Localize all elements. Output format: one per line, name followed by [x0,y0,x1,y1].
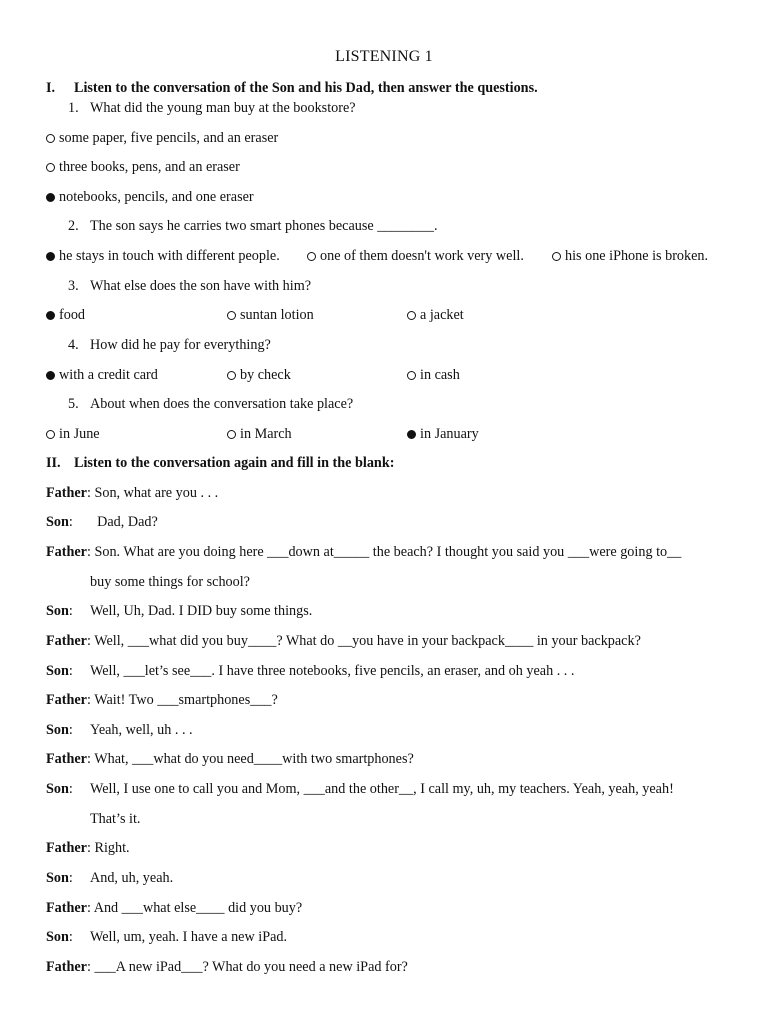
q4-option-2[interactable]: by check [227,366,291,384]
q4-option-3[interactable]: in cash [407,366,460,384]
question-2: 2. The son says he carries two smart phones because ________. [68,218,438,234]
q2-option-2-radio-icon[interactable] [307,252,316,261]
question-5: 5. About when does the conversation take place? [68,396,354,412]
q1-option-2-radio-icon[interactable] [46,163,55,172]
question-3: 3. What else does the son have with him? [68,278,312,294]
q3-option-3-radio-icon[interactable] [407,311,416,320]
q3-option-1[interactable]: food [46,306,85,324]
q4-option-1-radio-icon[interactable] [46,371,55,380]
page-title: LISTENING 1 [335,48,433,65]
section-1-heading [46,79,538,97]
q3-option-3[interactable]: a jacket [407,306,464,324]
section-2-heading [46,454,394,472]
q2-option-2[interactable]: one of them doesn't work very well. [307,247,524,265]
q4-option-2-radio-icon[interactable] [227,371,236,380]
dialogue-line: Father: Son, what are you . . . [46,485,219,501]
q5-option-2[interactable]: in March [227,425,292,443]
q1-option-3-radio-icon[interactable] [46,193,55,202]
q3-option-1-radio-icon[interactable] [46,311,55,320]
q4-option-3-radio-icon[interactable] [407,371,416,380]
dialogue-continuation: That’s it. [90,811,141,827]
dialogue-continuation: buy some things for school? [90,574,250,590]
dialogue-line: Father: What, ___what do you need____with two smartphones? [46,751,414,767]
question-1: 1. What did the young man buy at the bookstore? [68,100,356,116]
dialogue-line: Father: ___A new iPad___? What do you need a new iPad for? [46,959,408,975]
dialogue-line: Son: Well, Uh, Dad. I DID buy some things. [46,603,313,619]
section-1-text: Listen to the conversation of the Son and his Dad, then answer the questions. [74,80,538,96]
section-2-text: Listen to the conversation again and fill in the blank: [74,455,395,471]
q2-option-3-radio-icon[interactable] [552,252,561,261]
q2-option-1[interactable]: he stays in touch with different people. [46,247,280,265]
dialogue-line: Son: Dad, Dad? [46,514,158,530]
q5-option-3[interactable]: in January [407,425,479,443]
dialogue-line: Son: Yeah, well, uh . . . [46,722,193,738]
q1-option-1-radio-icon[interactable] [46,134,55,143]
dialogue-line: Father: And ___what else____ did you buy? [46,900,303,916]
dialogue-line: Son: Well, um, yeah. I have a new iPad. [46,929,288,945]
q2-option-3[interactable]: his one iPhone is broken. [552,247,708,265]
section-2-number: II. [46,455,61,471]
dialogue-line: Father: Right. [46,840,130,856]
q5-option-3-radio-icon[interactable] [407,430,416,439]
q1-option-2[interactable]: three books, pens, and an eraser [46,158,240,176]
section-1-number: I. [46,80,56,96]
q3-option-2-radio-icon[interactable] [227,311,236,320]
dialogue-line: Son: Well, ___let’s see___. I have three notebooks, five pencils, an eraser, and oh yeah . . . [46,663,575,679]
q1-option-1[interactable]: some paper, five pencils, and an eraser [46,129,278,147]
q5-option-1[interactable]: in June [46,425,100,443]
dialogue-line: Son: Well, I use one to call you and Mom, ___and the other__, I call my, uh, my teachers. Yeah, yeah, yeah! [46,781,674,797]
q3-option-2[interactable]: suntan lotion [227,306,314,324]
dialogue-line: Son: And, uh, yeah. [46,870,174,886]
q1-option-3[interactable]: notebooks, pencils, and one eraser [46,188,254,206]
q4-option-1[interactable]: with a credit card [46,366,158,384]
q5-option-2-radio-icon[interactable] [227,430,236,439]
dialogue-line: Father: Wait! Two ___smartphones___? [46,692,278,708]
q5-option-1-radio-icon[interactable] [46,430,55,439]
dialogue-line: Father: Son. What are you doing here ___down at_____ the beach? I thought you said you ___were going to__ [46,544,682,560]
question-4: 4. How did he pay for everything? [68,337,271,353]
dialogue-line: Father: Well, ___what did you buy____? What do __you have in your backpack____ in your backpack? [46,633,641,649]
q2-option-1-radio-icon[interactable] [46,252,55,261]
